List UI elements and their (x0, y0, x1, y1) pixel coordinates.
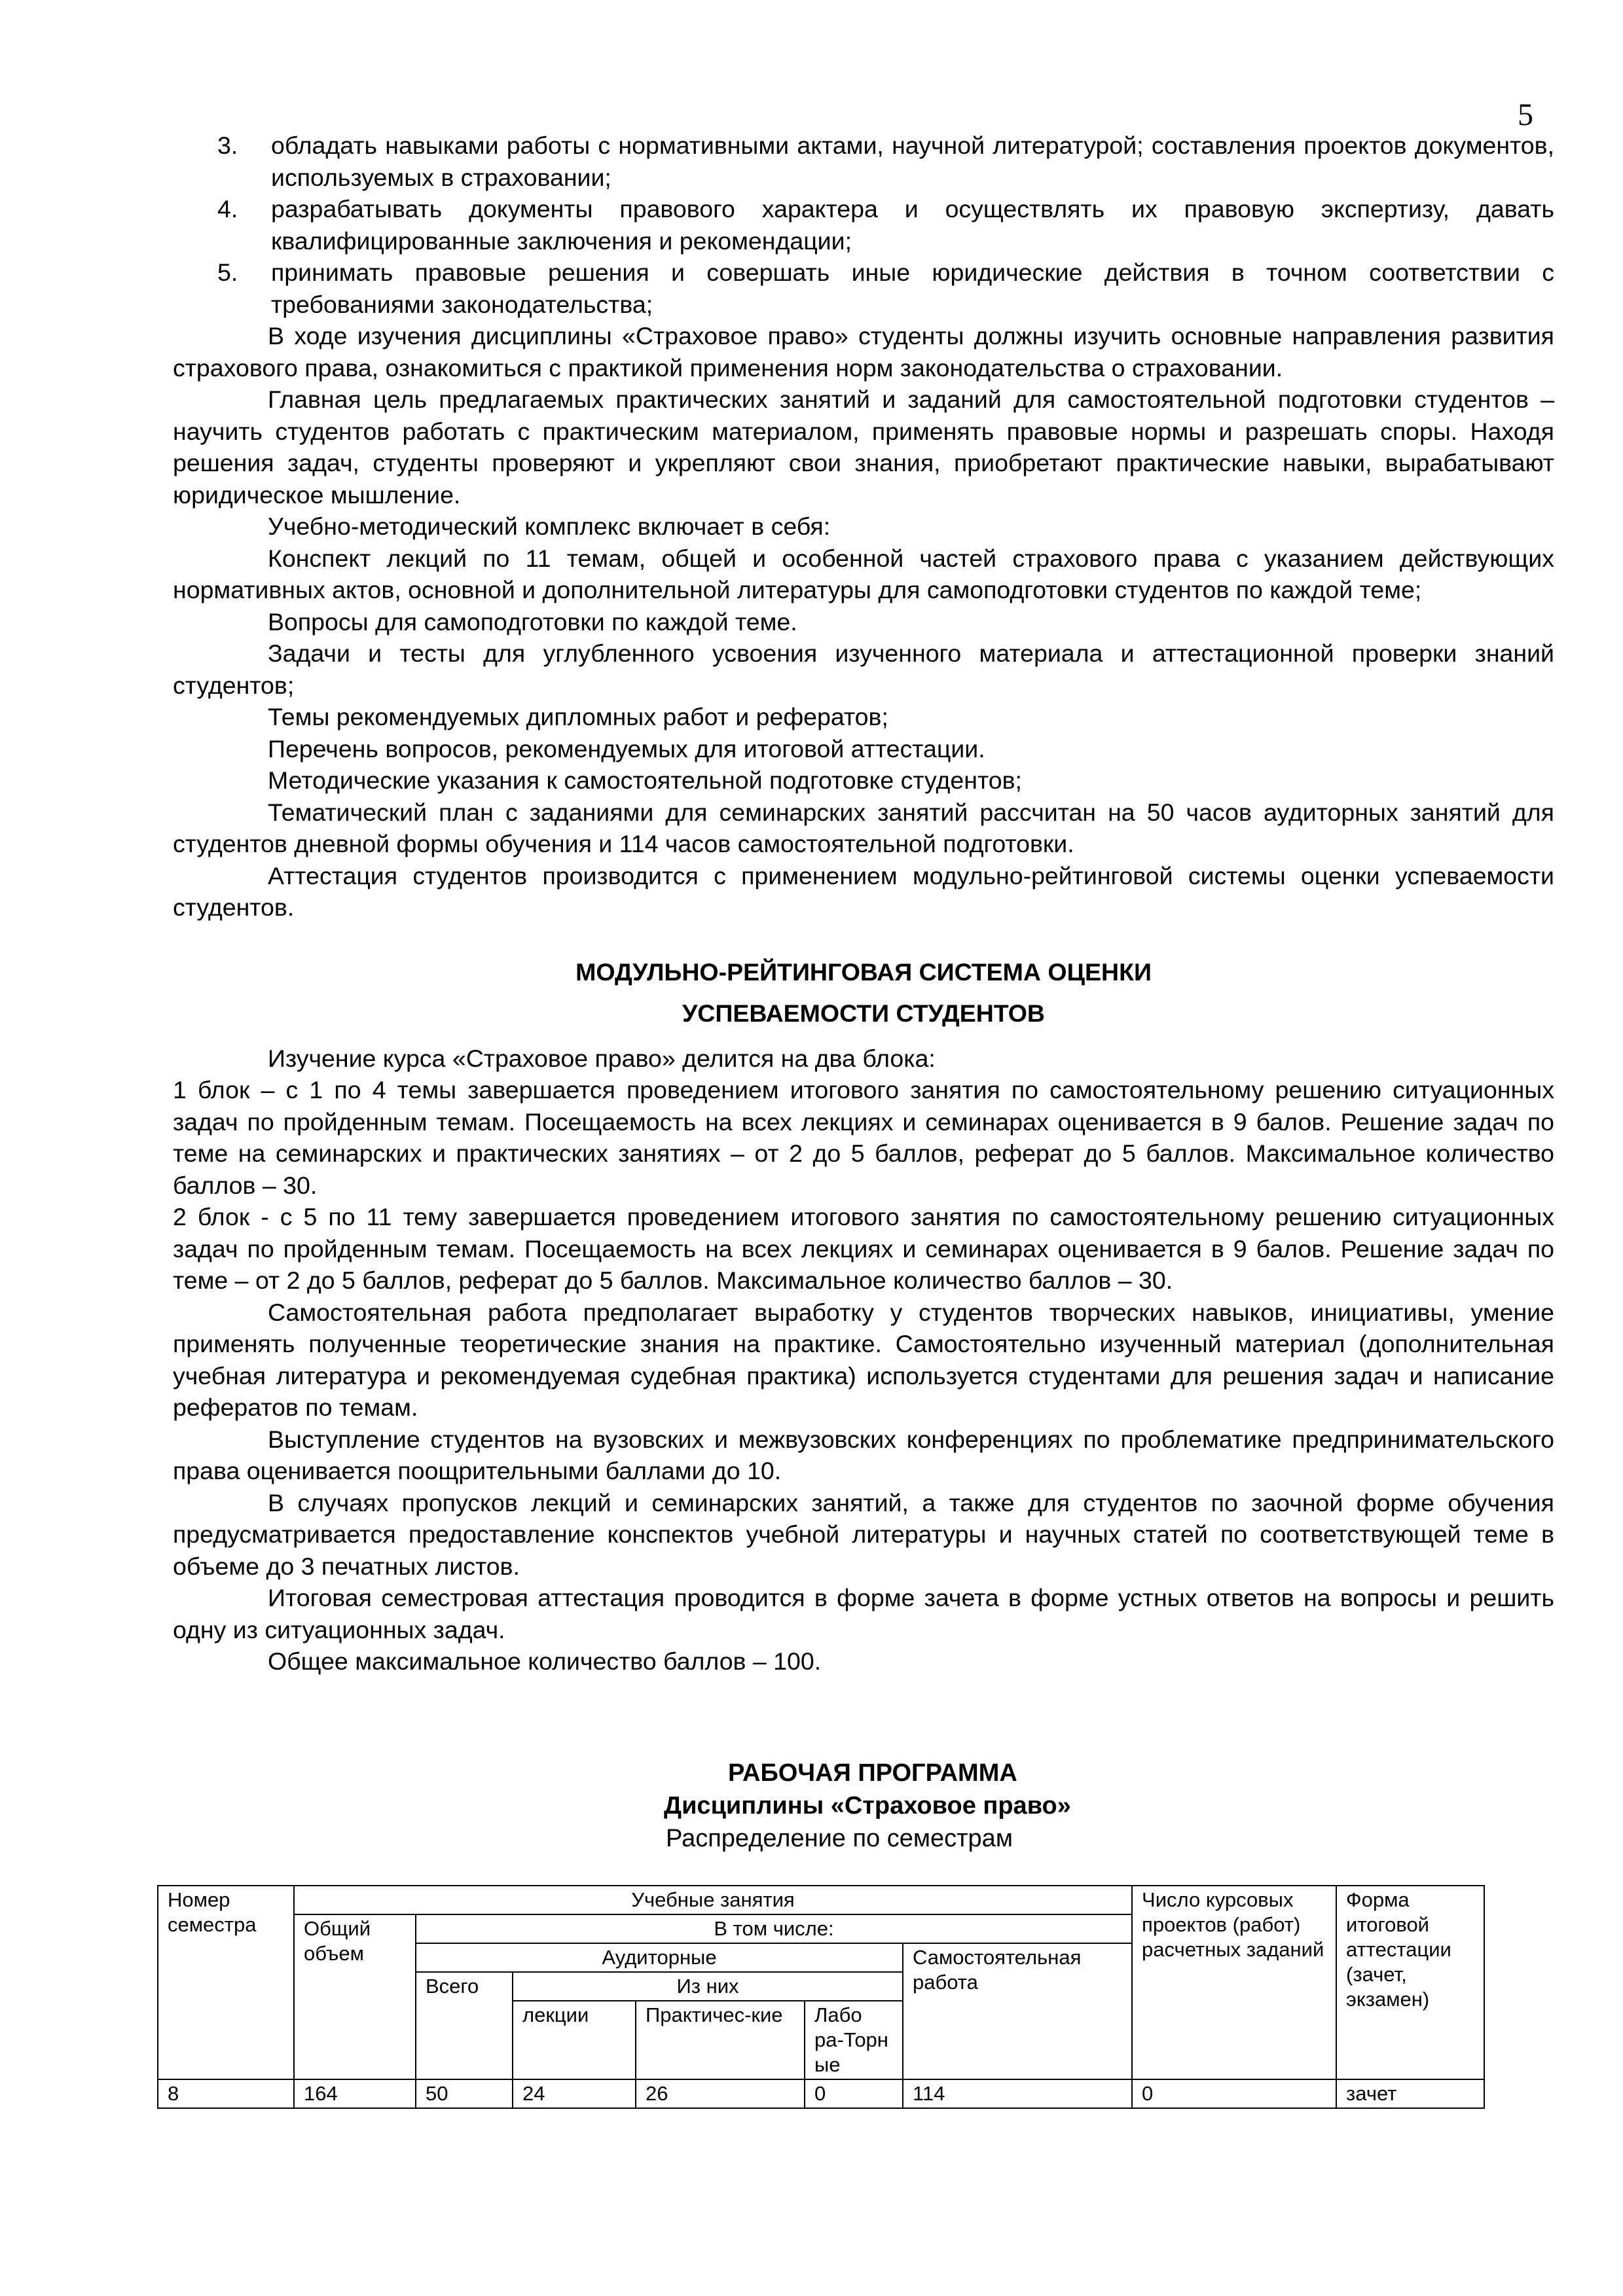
work-program-subtitle: Дисциплины «Страховое право» (664, 1792, 1071, 1820)
header-lab: Лабо ра-Торн ые (805, 2001, 903, 2079)
header-attestation-form: Форма итоговой аттестации (зачет, экзамен) (1336, 1886, 1484, 2079)
header-total-volume: Общий объем (294, 1914, 416, 2079)
cell-practical: 26 (636, 2079, 805, 2108)
cell-semester: 8 (158, 2079, 294, 2108)
header-of-them: Из них (513, 1972, 903, 2001)
list-number: 4. (217, 195, 238, 223)
section-heading: МОДУЛЬНО-РЕЙТИНГОВАЯ СИСТЕМА ОЦЕНКИ (575, 958, 1152, 986)
paragraph: Учебно-методический комплекс включает в себя: (268, 512, 831, 540)
paragraph: В случаях пропусков лекций и семинарских занятий, а также для студентов по заочной форме обучения предусматривается предоставление конспектов учебной литературы и научных статей по соответствующей теме в объеме до 3 печатных листов. (173, 1488, 1554, 1580)
work-program-title: РАБОЧАЯ ПРОГРАММА (728, 1759, 1017, 1787)
work-program-caption: Распределение по семестрам (666, 1825, 1013, 1852)
paragraph: В ходе изучения дисциплины «Страховое право» студенты должны изучить основные направления развития страхового права, ознакомиться с практикой применения норм законодательства о страховании. (173, 322, 1554, 382)
paragraph: Аттестация студентов производится с применением модульно-рейтинговой системы оценки успеваемости студентов. (173, 861, 1554, 921)
cell-lectures: 24 (513, 2079, 636, 2108)
header-independent: Самостоятельная работа (903, 1943, 1132, 2079)
list-number: 3. (217, 132, 238, 159)
list-text: принимать правовые решения и совершать иные юридические действия в точном соответствии с требованиями законодательства; (271, 259, 1554, 318)
list-item (173, 257, 1554, 320)
cell-form: зачет (1336, 2079, 1484, 2108)
paragraph: Выступление студентов на вузовских и межвузовских конференциях по проблематике предпринимательского права оценивается поощрительными баллами до 10. (173, 1425, 1554, 1484)
cell-auditory-total: 50 (416, 2079, 513, 2108)
paragraph: Общее максимальное количество баллов – 100. (268, 1647, 822, 1675)
paragraph: Самостоятельная работа предполагает выработку у студентов творческих навыков, инициативы, умение применять полученные теоретические знания на практике. Самостоятельно изученный материал (дополнительная учебная литература и рекомендуемая судебная практика) используется студентами для решения задач и написание рефератов по темам. (173, 1298, 1554, 1421)
document-body (173, 130, 1554, 1677)
paragraph: Изучение курса «Страховое право» делится на два блока: (268, 1044, 936, 1072)
header-semester-number: Номер семестра (158, 1886, 294, 2079)
paragraph: Конспект лекций по 11 темам, общей и особенной частей страхового права с указанием действующих нормативных актов, основной и дополнительной литературы для самоподготовки студентов по каждой теме; (173, 544, 1554, 603)
paragraph: Итоговая семестровая аттестация проводится в форме зачета в форме устных ответов на вопросы и решить одну из ситуационных задач. (173, 1584, 1554, 1643)
cell-projects: 0 (1132, 2079, 1336, 2108)
header-auditory: Аудиторные (416, 1943, 903, 1972)
header-training: Учебные занятия (294, 1886, 1132, 1914)
header-including: В том числе: (416, 1914, 1132, 1943)
section-heading: УСПЕВАЕМОСТИ СТУДЕНТОВ (682, 999, 1046, 1027)
list-text: разрабатывать документы правового характера и осуществлять их правовую экспертизу, давать квалифицированные заключения и рекомендации; (271, 195, 1554, 255)
paragraph: Вопросы для самоподготовки по каждой теме. (268, 607, 797, 636)
paragraph: Задачи и тесты для углубленного усвоения изученного материала и аттестационной проверки знаний студентов; (173, 639, 1554, 699)
paragraph: Темы рекомендуемых дипломных работ и рефератов; (268, 703, 888, 730)
list-item (173, 130, 1554, 193)
list-item (173, 193, 1554, 257)
list-text: обладать навыками работы с нормативными актами, научной литературой; составления проектов документов, используемых в страховании; (271, 132, 1554, 191)
paragraph: 2 блок - с 5 по 11 тему завершается проведением итогового занятия по самостоятельному решению ситуационных задач по пройденным темам. Посещаемость на всех лекциях и семинарах оценивается в 9 балов. Решение задач по теме – от 2 до 5 баллов, реферат до 5 баллов. Максимальное количество баллов – 30. (173, 1203, 1554, 1294)
page-number: 5 (1518, 98, 1533, 132)
paragraph: Главная цель предлагаемых практических занятий и заданий для самостоятельной подготовки студентов – научить студентов работать с практическим материалом, применять правовые нормы и разрешать споры. Находя решения задач, студенты проверяют и укрепляют свои знания, приобретают практические навыки, вырабатывают юридическое мышление. (173, 386, 1554, 509)
paragraph: Тематический план с заданиями для семинарских занятий рассчитан на 50 часов аудиторных занятий для студентов дневной формы обучения и 114 часов самостоятельной подготовки. (173, 798, 1554, 857)
header-course-projects: Число курсовых проектов (работ) расчетных заданий (1132, 1886, 1336, 2079)
cell-total: 164 (294, 2079, 416, 2108)
header-practical: Практичес-кие (636, 2001, 805, 2079)
cell-lab: 0 (805, 2079, 903, 2108)
paragraph: 1 блок – с 1 по 4 темы завершается проведением итогового занятия по самостоятельному решению ситуационных задач по пройденным темам. Посещаемость на всех лекциях и семинарах оценивается в 9 балов. Решение задач по теме на семинарских и практических занятиях – от 2 до 5 баллов, реферат до 5 баллов. Максимальное количество баллов – 30. (173, 1076, 1554, 1199)
cell-independent: 114 (903, 2079, 1132, 2108)
table-row (158, 2079, 1484, 2108)
semester-table (157, 1885, 1485, 2109)
paragraph: Перечень вопросов, рекомендуемых для итоговой аттестации. (268, 734, 985, 762)
list-number: 5. (217, 259, 238, 286)
paragraph: Методические указания к самостоятельной подготовке студентов; (268, 766, 1022, 794)
header-lectures: лекции (513, 2001, 636, 2079)
header-all: Всего (416, 1972, 513, 2079)
